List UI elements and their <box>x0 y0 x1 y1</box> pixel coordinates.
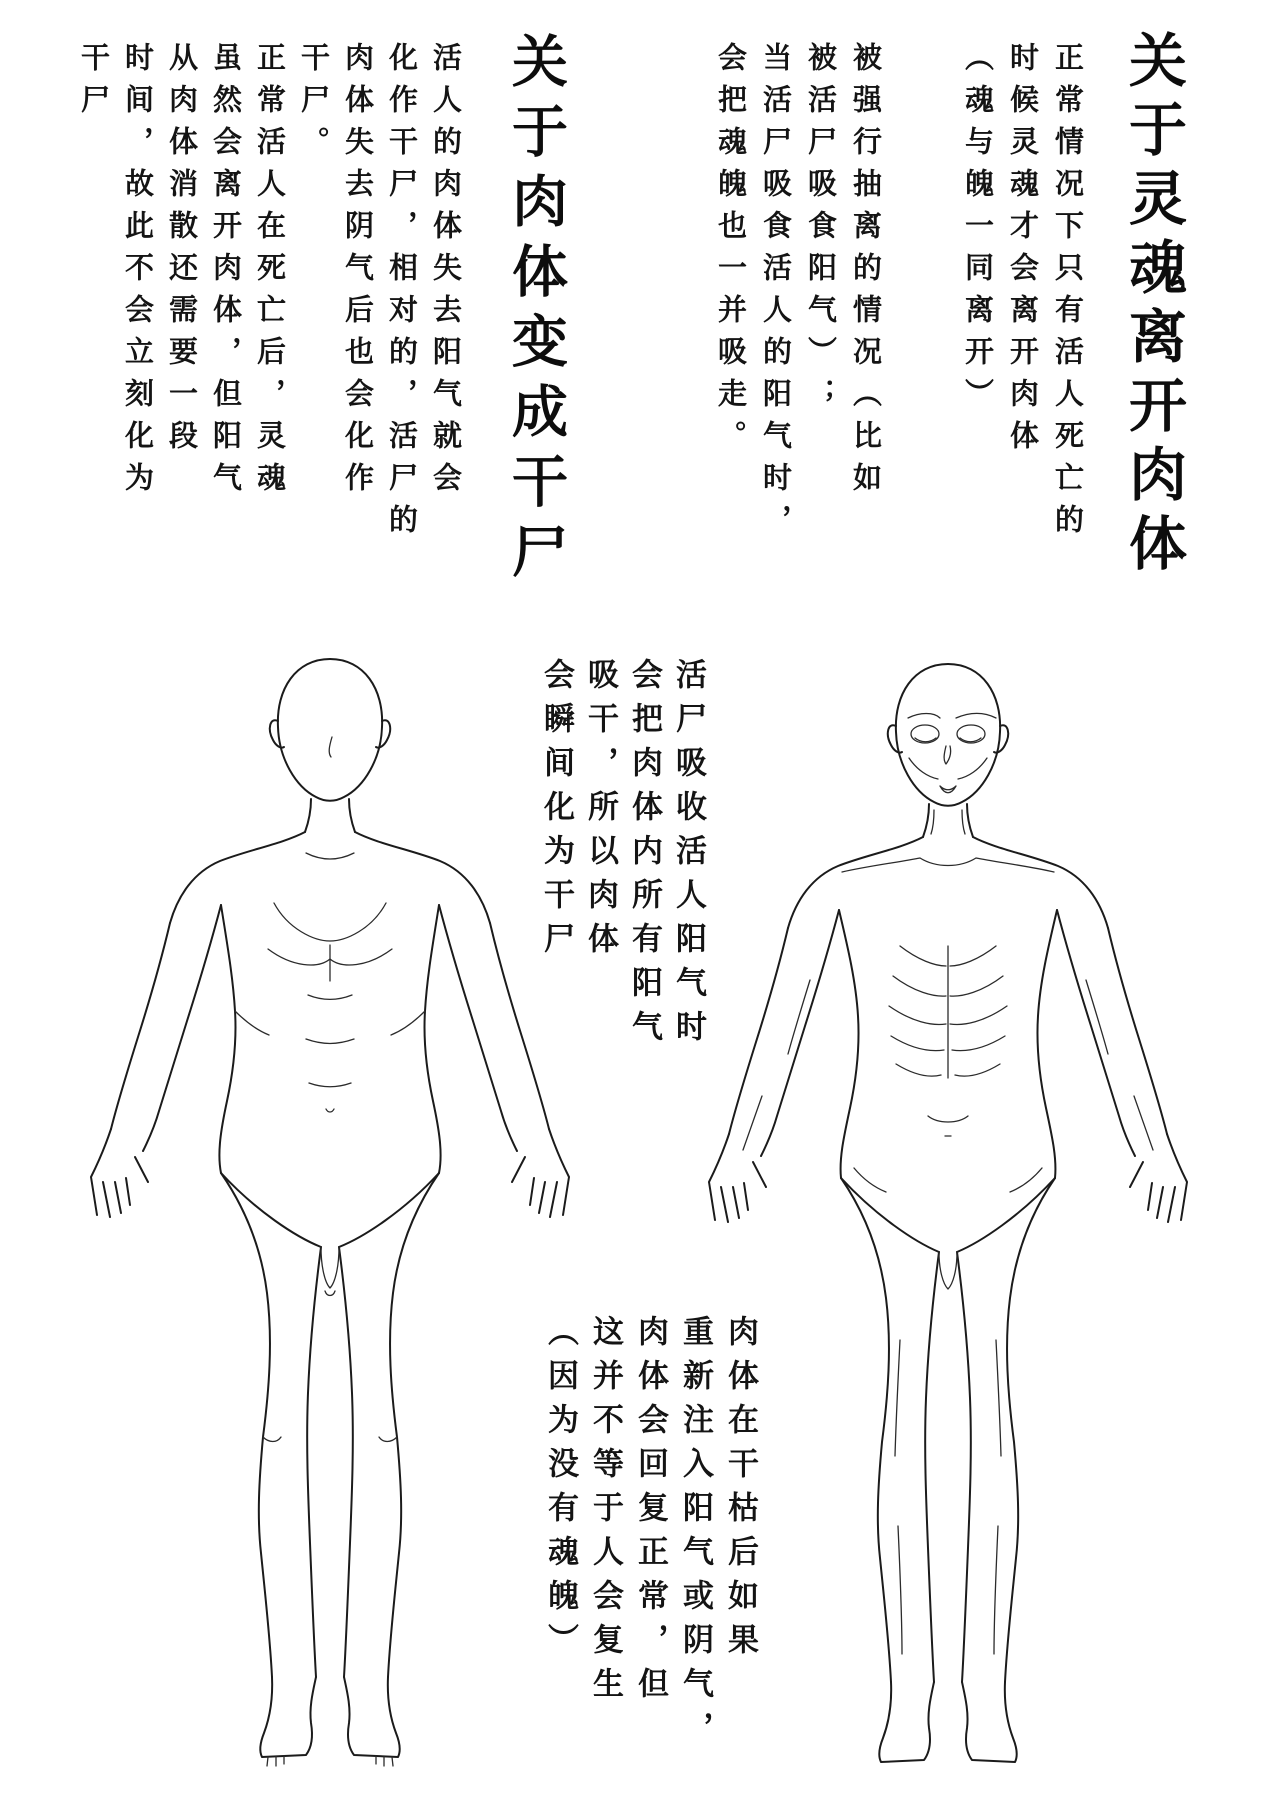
right-foot <box>344 1677 400 1757</box>
right-shoulder <box>355 832 490 923</box>
neck-left <box>923 804 929 837</box>
body-detail-lines <box>235 737 425 1766</box>
left-arm-inner <box>143 905 221 1151</box>
desiccated-body-drawing <box>688 650 1208 1800</box>
right-hand <box>1130 1134 1187 1222</box>
open-mouth <box>940 786 956 793</box>
right-shoulder <box>973 837 1108 928</box>
torso-right <box>424 905 440 1173</box>
text-column: 化作干尸，相对的，活尸的 <box>385 42 419 546</box>
right-arm-inner <box>1057 910 1135 1156</box>
toe-lines <box>267 1756 393 1766</box>
navel <box>326 1109 334 1112</box>
sunken-belly-lines <box>928 1116 968 1136</box>
desiccation-detail-lines <box>743 714 1153 1655</box>
oblique-lines <box>235 1011 425 1035</box>
text-column: 肉体失去阴气后也会化作 <box>341 42 375 504</box>
text-column: 吸干，所以肉体 <box>582 658 618 966</box>
text-column: 干尸 <box>77 42 111 126</box>
right-leg-inner <box>957 1252 971 1682</box>
text-column: 干尸。 <box>297 42 331 168</box>
text-column: 肉体会回复正常，但 <box>632 1315 668 1711</box>
text-column: 时间，故此不会立刻化为 <box>121 42 155 504</box>
left-foot <box>260 1677 316 1757</box>
body-outline <box>709 664 1187 1762</box>
right-foot <box>962 1682 1017 1762</box>
neck-left <box>305 799 311 832</box>
left-foot <box>879 1682 934 1762</box>
text-column: 时候灵魂才会离开肉体 <box>1006 42 1040 462</box>
right-leg-inner <box>339 1247 353 1677</box>
eye-hollow-shading <box>915 738 981 742</box>
text-column: 正常活人在死亡后，灵魂 <box>253 42 287 504</box>
mummy-paragraph <box>72 42 468 546</box>
right-leg-outer <box>388 1173 439 1677</box>
collarbones <box>842 858 1054 872</box>
text-column: 肉体在干枯后如果 <box>722 1315 758 1667</box>
text-column: （魂与魄一同离开） <box>961 42 995 420</box>
right-eye-socket <box>957 725 985 743</box>
head-outline <box>278 659 382 801</box>
text-column: 被强行抽离的情况（比如 <box>849 42 883 504</box>
text-column: 会瞬间化为干尸 <box>538 658 574 966</box>
soul-section-title: 关于灵魂离开肉体 <box>1119 30 1187 582</box>
torso-left <box>839 910 859 1178</box>
text-column: 活人的肉体失去阳气就会 <box>429 42 463 504</box>
left-shoulder <box>170 832 305 923</box>
normal-body-figure <box>70 645 590 1799</box>
nose-line <box>944 746 951 764</box>
text-column: 正常情况下只有活人死亡的 <box>1051 42 1085 546</box>
torso-right <box>1037 910 1057 1178</box>
text-column: 重新注入阳气或阴气， <box>677 1315 713 1755</box>
text-column: 会把魂魄也一并吸走。 <box>714 42 748 462</box>
normal-body-drawing <box>70 645 590 1795</box>
left-leg-inner <box>925 1252 939 1682</box>
text-column: 活尸吸收活人阳气时 <box>670 658 706 1054</box>
mummy-section-title: 关于肉体变成干尸 <box>503 32 568 592</box>
chest-lines <box>274 903 386 941</box>
brow-lines <box>908 714 996 719</box>
soul-paragraph-1 <box>955 42 1090 546</box>
right-leg-outer <box>1005 1178 1055 1682</box>
right-ribs <box>950 946 1007 1076</box>
right-arm-outer <box>490 923 549 1129</box>
neck-right <box>349 799 355 832</box>
left-leg-outer <box>841 1178 891 1682</box>
body-outline <box>91 659 569 1757</box>
right-arm-inner <box>439 905 517 1151</box>
right-arm-outer <box>1108 928 1167 1134</box>
left-leg-inner <box>307 1247 321 1677</box>
text-column: 被活尸吸食阳气）； <box>804 42 838 420</box>
text-column: 当活尸吸食活人的阳气时， <box>759 42 793 546</box>
text-column: 这并不等于人会复生 <box>587 1315 623 1711</box>
left-arm-outer <box>111 923 170 1129</box>
right-hand <box>512 1129 569 1217</box>
groin-lines <box>321 1247 339 1296</box>
left-ribs <box>889 946 946 1076</box>
neck-tendons <box>931 810 965 834</box>
left-hand <box>709 1134 766 1222</box>
leg-bone-lines <box>895 1340 1001 1654</box>
text-column: 虽然会离开肉体，但阳气 <box>209 42 243 504</box>
left-hand <box>91 1129 148 1217</box>
left-leg-outer <box>221 1173 272 1677</box>
abdomen-lines <box>306 945 354 1087</box>
soul-paragraph-2 <box>708 42 888 546</box>
hip-bone-lines <box>854 1168 1042 1192</box>
text-column: 从肉体消散还需要一段 <box>165 42 199 462</box>
nose-line <box>329 737 332 757</box>
left-shoulder <box>788 837 923 928</box>
left-eye-socket <box>911 725 939 743</box>
collarbone-line <box>306 853 354 859</box>
text-column: 会把肉体内所有阳气 <box>626 658 662 1054</box>
desiccated-body-figure <box>688 650 1208 1804</box>
left-arm-inner <box>761 910 839 1156</box>
groin-lines <box>939 1252 957 1289</box>
left-arm-outer <box>729 928 788 1134</box>
knee-lines <box>263 1437 397 1442</box>
text-column: （因为没有魂魄） <box>542 1315 578 1667</box>
torso-left <box>219 905 235 1173</box>
neck-right <box>967 804 973 837</box>
